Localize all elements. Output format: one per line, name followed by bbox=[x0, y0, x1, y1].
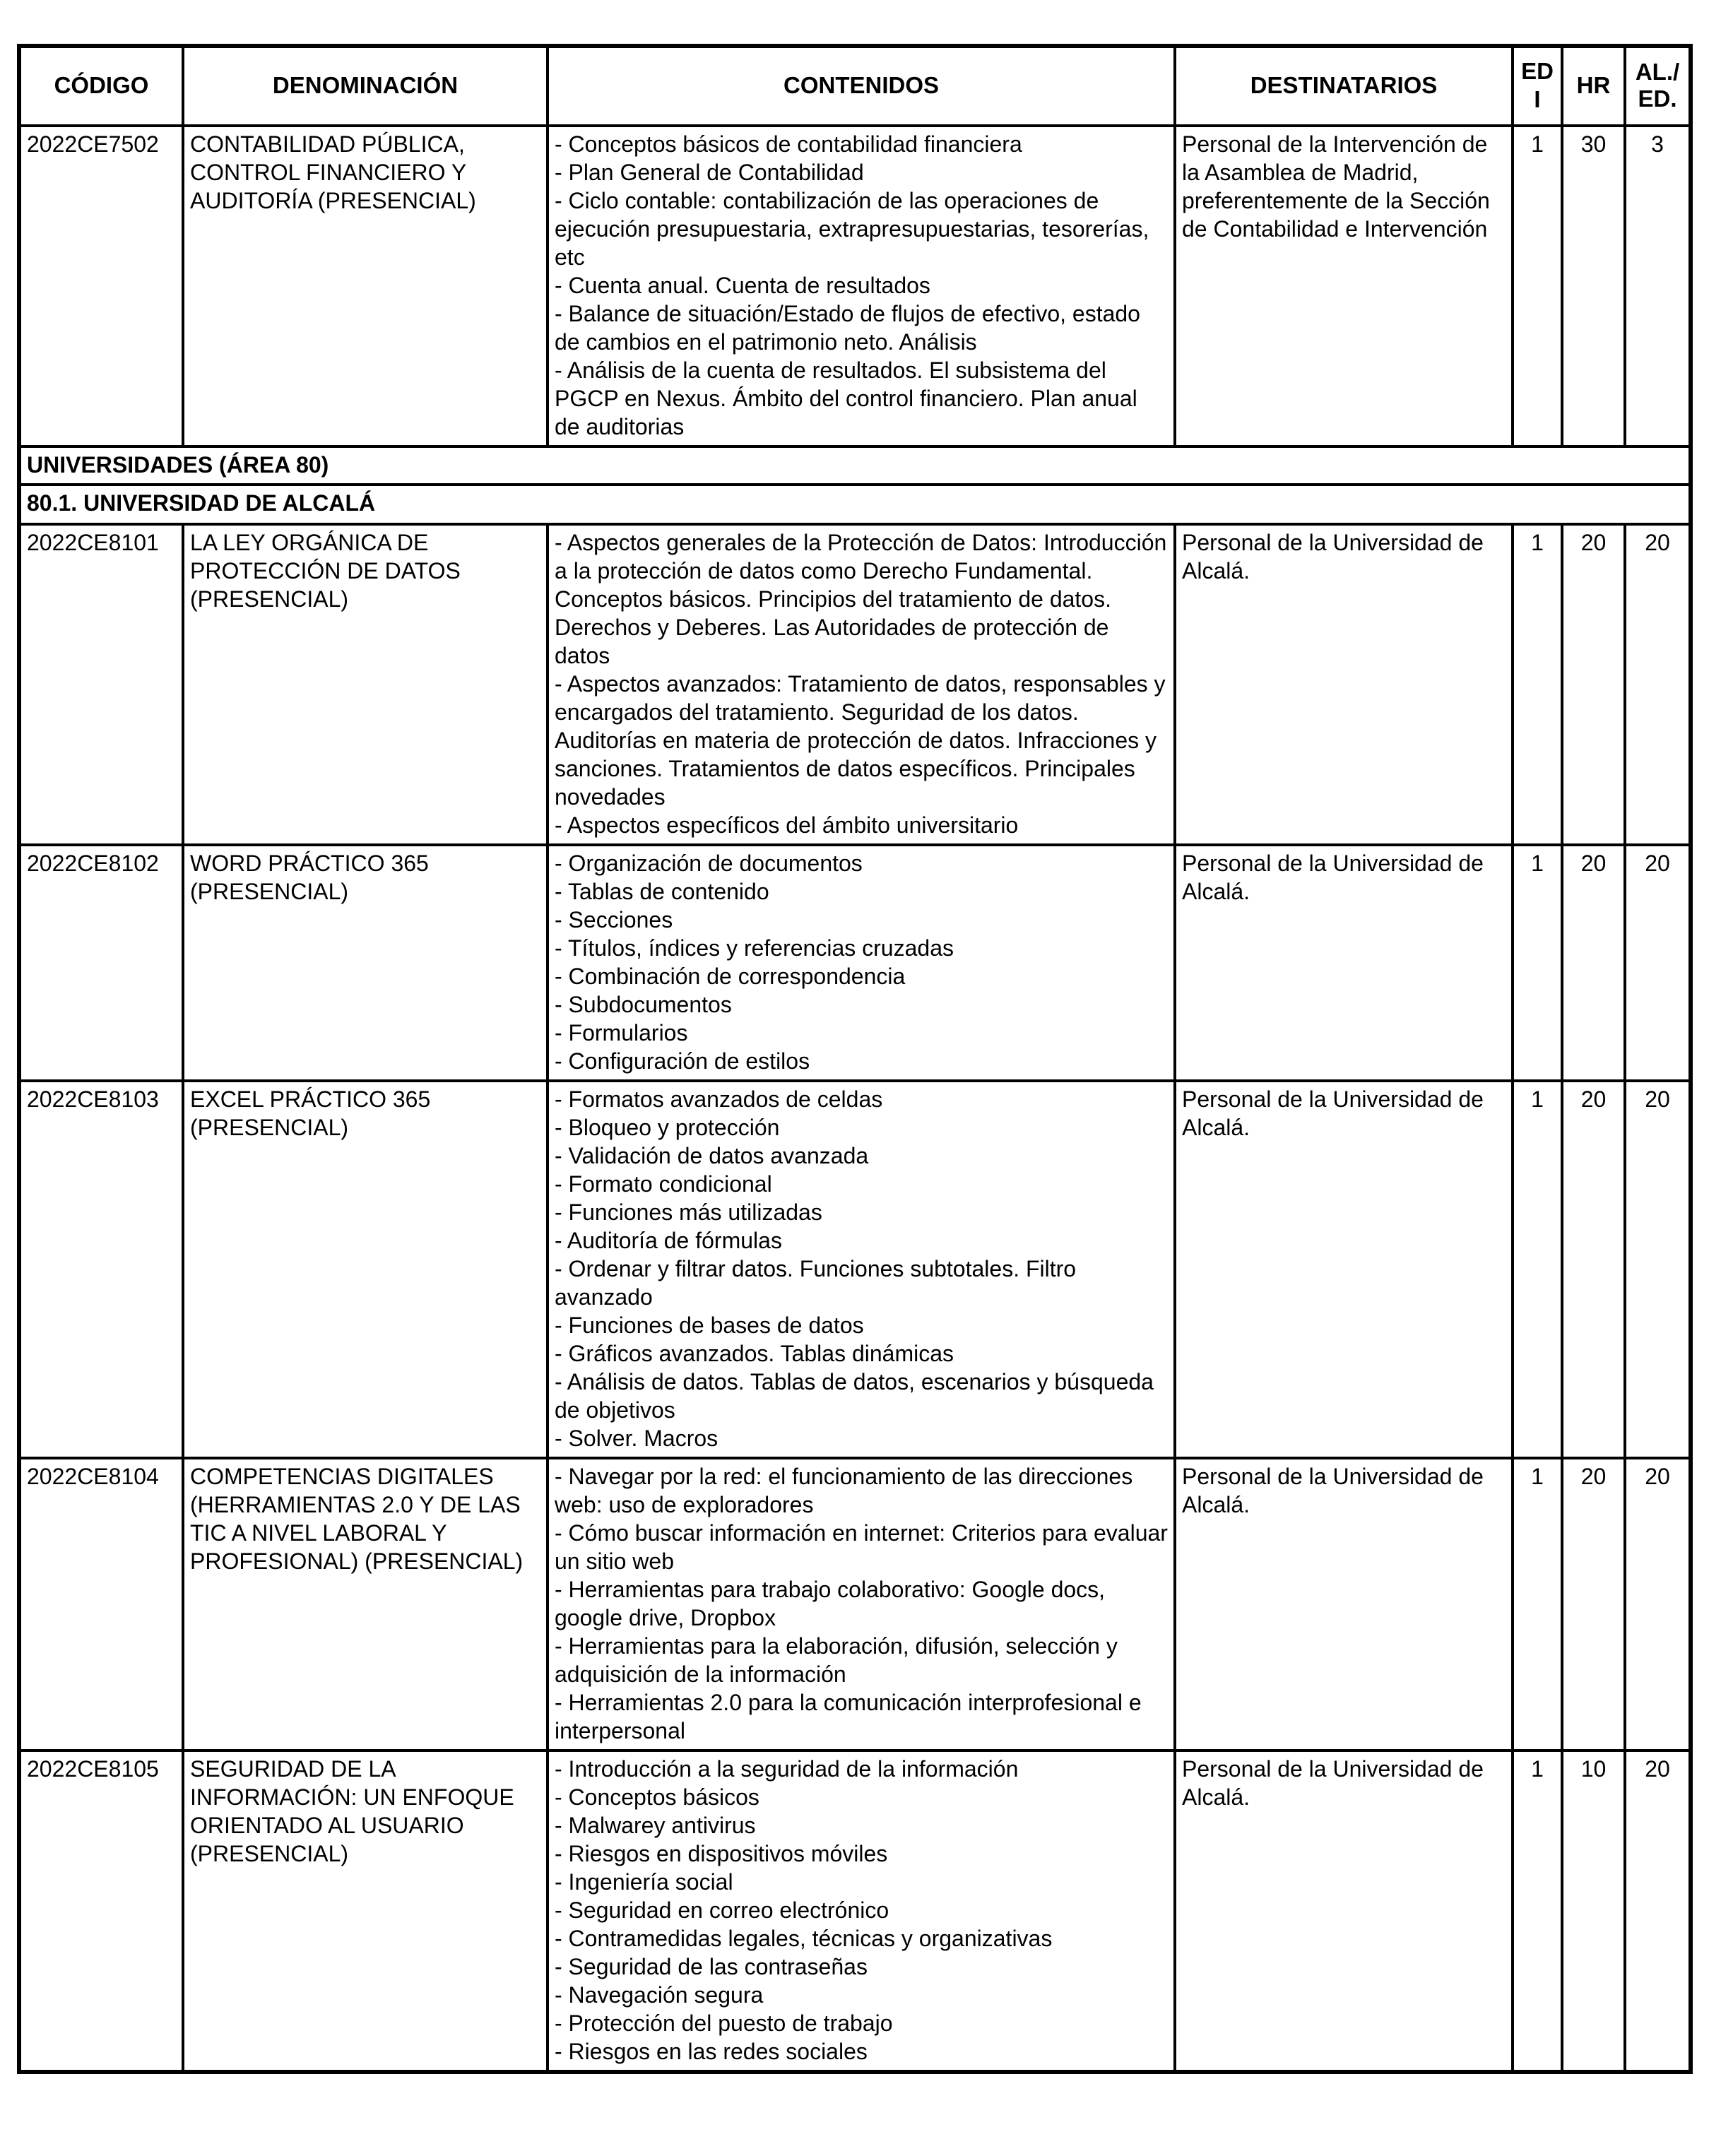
header-al-ed bbox=[1625, 46, 1691, 126]
cell-hr: 30 bbox=[1562, 126, 1625, 446]
content-line: - Organización de documentos bbox=[555, 851, 863, 876]
cell-codigo: 2022CE8101 bbox=[19, 524, 183, 845]
table-row bbox=[19, 524, 1691, 845]
cell-al-ed: 20 bbox=[1625, 1081, 1691, 1458]
cell-codigo: 2022CE7502 bbox=[19, 126, 183, 446]
content-line: - Cuenta anual. Cuenta de resultados bbox=[555, 273, 930, 298]
header-denominacion: DENOMINACIÓN bbox=[183, 46, 548, 126]
content-line: - Subdocumentos bbox=[555, 992, 732, 1017]
content-line: - Tablas de contenido bbox=[555, 879, 769, 904]
section-label: UNIVERSIDADES (ÁREA 80) bbox=[19, 446, 1691, 485]
content-line: - Aspectos específicos del ámbito universitario bbox=[555, 812, 1019, 838]
content-line: - Herramientas para trabajo colaborativo: Google docs, google drive, Dropbox bbox=[555, 1577, 1106, 1630]
content-line: - Cómo buscar información en internet: Criterios para evaluar un sitio web bbox=[555, 1520, 1168, 1574]
content-line: - Análisis de la cuenta de resultados. El subsistema del PGCP en Nexus. Ámbito del control financiero. Plan anual de auditorias bbox=[555, 357, 1137, 439]
cell-contenidos bbox=[548, 1081, 1175, 1458]
content-line: - Ciclo contable: contabilización de las operaciones de ejecución presupuestaria, extrapresupuestarias, tesorerías, etc bbox=[555, 188, 1149, 270]
cell-al-ed: 20 bbox=[1625, 1458, 1691, 1751]
content-line: - Auditoría de fórmulas bbox=[555, 1228, 782, 1253]
cell-destinatarios: Personal de la Universidad de Alcalá. bbox=[1175, 1458, 1513, 1751]
content-line: - Aspectos generales de la Protección de Datos: Introducción a la protección de datos como Derecho Fundamental. Conceptos básicos. Principios del tratamiento de datos. Derechos y Deberes. Las Autoridades de protección de datos bbox=[555, 530, 1167, 668]
content-line: - Conceptos básicos bbox=[555, 1784, 759, 1810]
header-codigo: CÓDIGO bbox=[19, 46, 183, 126]
section-row bbox=[19, 446, 1691, 485]
header-hr: HR bbox=[1562, 46, 1625, 126]
cell-codigo: 2022CE8104 bbox=[19, 1458, 183, 1751]
section-label: 80.1. UNIVERSIDAD DE ALCALÁ bbox=[19, 485, 1691, 524]
content-line: - Balance de situación/Estado de flujos de efectivo, estado de cambios en el patrimonio neto. Análisis bbox=[555, 301, 1140, 355]
cell-destinatarios: Personal de la Intervención de la Asamblea de Madrid, preferentemente de la Sección de Contabilidad e Intervención bbox=[1175, 126, 1513, 446]
cell-destinatarios: Personal de la Universidad de Alcalá. bbox=[1175, 1751, 1513, 2072]
content-line: - Análisis de datos. Tablas de datos, escenarios y búsqueda de objetivos bbox=[555, 1369, 1154, 1423]
content-line: - Bloqueo y protección bbox=[555, 1115, 780, 1140]
cell-contenidos bbox=[548, 1458, 1175, 1751]
table-row bbox=[19, 845, 1691, 1081]
cell-edi: 1 bbox=[1513, 845, 1562, 1081]
cell-codigo: 2022CE8103 bbox=[19, 1081, 183, 1458]
section-row bbox=[19, 485, 1691, 524]
header-destinatarios: DESTINATARIOS bbox=[1175, 46, 1513, 126]
cell-al-ed: 20 bbox=[1625, 1751, 1691, 2072]
cell-edi: 1 bbox=[1513, 1081, 1562, 1458]
content-line: - Funciones más utilizadas bbox=[555, 1200, 822, 1225]
content-line: - Aspectos avanzados: Tratamiento de datos, responsables y encargados del tratamiento. Seguridad de los datos. Auditorías en materia de protección de datos. Infracciones y sanciones. Tratamientos de datos específicos. Principales novedades bbox=[555, 671, 1166, 810]
header-contenidos: CONTENIDOS bbox=[548, 46, 1175, 126]
content-line: - Secciones bbox=[555, 907, 673, 932]
cell-edi: 1 bbox=[1513, 1751, 1562, 2072]
cell-al-ed: 20 bbox=[1625, 524, 1691, 845]
content-line: - Malwarey antivirus bbox=[555, 1813, 756, 1838]
content-line: - Formatos avanzados de celdas bbox=[555, 1086, 883, 1112]
cell-destinatarios: Personal de la Universidad de Alcalá. bbox=[1175, 1081, 1513, 1458]
content-line: - Riesgos en las redes sociales bbox=[555, 2039, 868, 2064]
content-line: - Introducción a la seguridad de la información bbox=[555, 1756, 1019, 1782]
content-line: - Funciones de bases de datos bbox=[555, 1313, 864, 1338]
cell-contenidos bbox=[548, 126, 1175, 446]
content-line: - Combinación de correspondencia bbox=[555, 964, 906, 989]
cell-denominacion: WORD PRÁCTICO 365 (PRESENCIAL) bbox=[183, 845, 548, 1081]
content-line: - Formato condicional bbox=[555, 1171, 772, 1197]
cell-denominacion: EXCEL PRÁCTICO 365 (PRESENCIAL) bbox=[183, 1081, 548, 1458]
cell-codigo: 2022CE8102 bbox=[19, 845, 183, 1081]
cell-denominacion: SEGURIDAD DE LA INFORMACIÓN: UN ENFOQUE ORIENTADO AL USUARIO (PRESENCIAL) bbox=[183, 1751, 548, 2072]
content-line: - Títulos, índices y referencias cruzadas bbox=[555, 935, 954, 961]
header-edi: EDI bbox=[1513, 46, 1562, 126]
content-line: - Plan General de Contabilidad bbox=[555, 160, 864, 185]
cell-destinatarios: Personal de la Universidad de Alcalá. bbox=[1175, 845, 1513, 1081]
table-row bbox=[19, 1081, 1691, 1458]
content-line: - Configuración de estilos bbox=[555, 1048, 810, 1074]
cell-hr: 20 bbox=[1562, 1458, 1625, 1751]
courses-table bbox=[17, 44, 1693, 2074]
content-line: - Conceptos básicos de contabilidad financiera bbox=[555, 131, 1022, 157]
content-line: - Herramientas para la elaboración, difusión, selección y adquisición de la información bbox=[555, 1633, 1118, 1687]
header-al-ed-line2: ED. bbox=[1638, 85, 1677, 112]
cell-hr: 10 bbox=[1562, 1751, 1625, 2072]
cell-edi: 1 bbox=[1513, 126, 1562, 446]
table-row bbox=[19, 126, 1691, 446]
content-line: - Navegar por la red: el funcionamiento de las direcciones web: uso de exploradores bbox=[555, 1464, 1133, 1517]
content-line: - Navegación segura bbox=[555, 1982, 764, 2008]
cell-al-ed: 3 bbox=[1625, 126, 1691, 446]
cell-edi: 1 bbox=[1513, 1458, 1562, 1751]
content-line: - Validación de datos avanzada bbox=[555, 1143, 869, 1168]
table-row bbox=[19, 1751, 1691, 2072]
cell-contenidos bbox=[548, 524, 1175, 845]
cell-contenidos bbox=[548, 1751, 1175, 2072]
cell-contenidos bbox=[548, 845, 1175, 1081]
content-line: - Seguridad de las contraseñas bbox=[555, 1954, 868, 1979]
content-line: - Riesgos en dispositivos móviles bbox=[555, 1841, 888, 1866]
content-line: - Seguridad en correo electrónico bbox=[555, 1897, 889, 1923]
document-page bbox=[17, 44, 1689, 2074]
content-line: - Solver. Macros bbox=[555, 1426, 718, 1451]
content-line: - Herramientas 2.0 para la comunicación interprofesional e interpersonal bbox=[555, 1690, 1142, 1743]
cell-codigo: 2022CE8105 bbox=[19, 1751, 183, 2072]
content-line: - Ingeniería social bbox=[555, 1869, 733, 1895]
content-line: - Gráficos avanzados. Tablas dinámicas bbox=[555, 1341, 954, 1366]
content-line: - Formularios bbox=[555, 1020, 688, 1046]
table-row bbox=[19, 1458, 1691, 1751]
cell-destinatarios: Personal de la Universidad de Alcalá. bbox=[1175, 524, 1513, 845]
header-al-ed-line1: AL./ bbox=[1635, 59, 1680, 85]
cell-denominacion: COMPETENCIAS DIGITALES (HERRAMIENTAS 2.0 Y DE LAS TIC A NIVEL LABORAL Y PROFESIONAL) (PRESENCIAL) bbox=[183, 1458, 548, 1751]
cell-al-ed: 20 bbox=[1625, 845, 1691, 1081]
content-line: - Ordenar y filtrar datos. Funciones subtotales. Filtro avanzado bbox=[555, 1256, 1077, 1310]
cell-hr: 20 bbox=[1562, 1081, 1625, 1458]
cell-hr: 20 bbox=[1562, 845, 1625, 1081]
cell-hr: 20 bbox=[1562, 524, 1625, 845]
header-row bbox=[19, 46, 1691, 126]
content-line: - Protección del puesto de trabajo bbox=[555, 2010, 893, 2036]
cell-edi: 1 bbox=[1513, 524, 1562, 845]
cell-denominacion: CONTABILIDAD PÚBLICA, CONTROL FINANCIERO Y AUDITORÍA (PRESENCIAL) bbox=[183, 126, 548, 446]
cell-denominacion: LA LEY ORGÁNICA DE PROTECCIÓN DE DATOS (PRESENCIAL) bbox=[183, 524, 548, 845]
content-line: - Contramedidas legales, técnicas y organizativas bbox=[555, 1926, 1053, 1951]
